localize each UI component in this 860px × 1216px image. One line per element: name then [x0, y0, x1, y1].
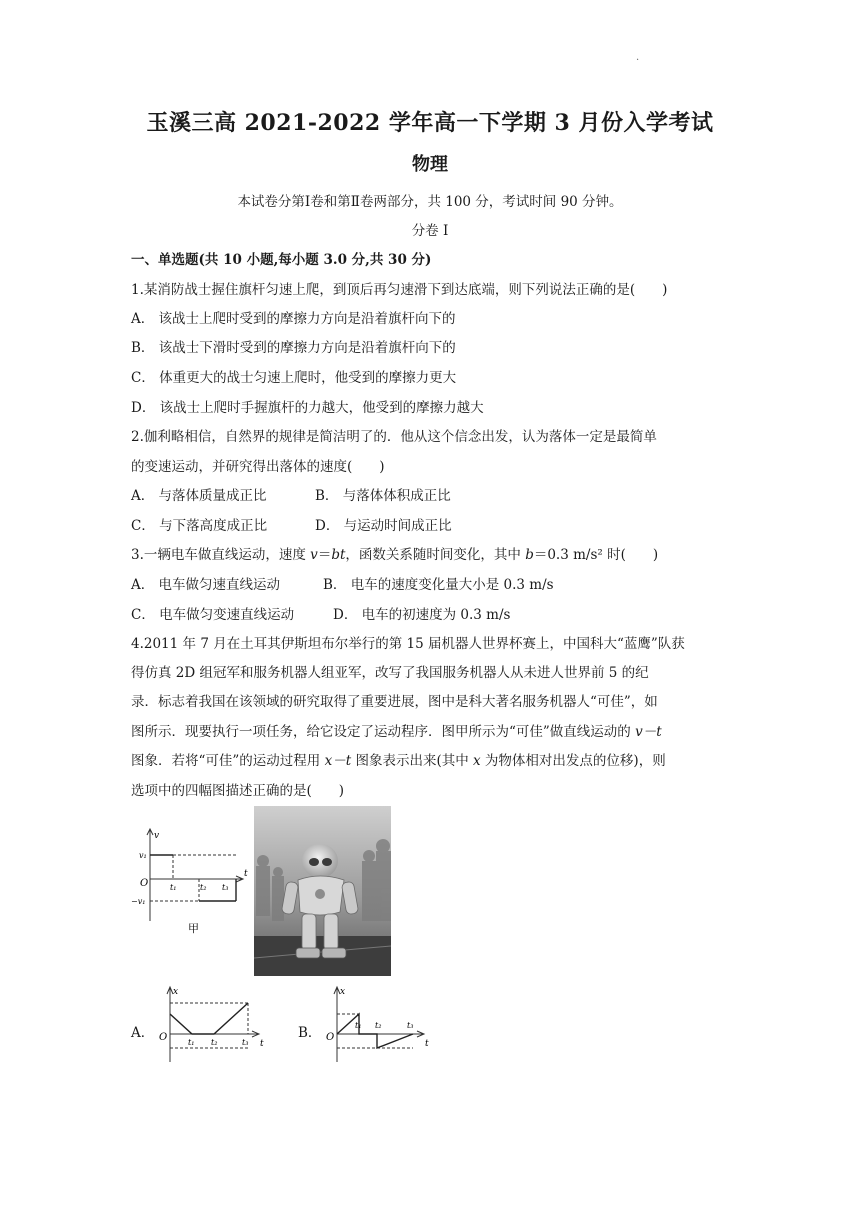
q3-stem — [131, 543, 741, 563]
q4-stem-line4 — [131, 720, 741, 740]
exam-subject: 物理 — [412, 154, 448, 175]
q1-option-a: A． 该战士上爬时受到的摩擦力方向是沿着旗杆向下的 — [131, 311, 456, 327]
q1-stem: 1.某消防战士握住旗杆匀速上爬，到顶后再匀速滑下到达底端，则下列说法正确的是( ) — [131, 282, 668, 298]
exam-title: 玉溪三高 2021-2022 学年高一下学期 3 月份入学考试 — [146, 110, 714, 136]
option-b-t1: t₁ — [355, 1021, 362, 1030]
option-a-t3: t₃ — [242, 1038, 249, 1047]
v1-label: v₁ — [139, 851, 147, 860]
robot-photo — [254, 806, 391, 976]
option-b-t2: t₂ — [375, 1021, 382, 1030]
q2-option-b: B． 与落体体积成正比 — [315, 488, 451, 504]
option-a-t-axis: t — [260, 1039, 264, 1049]
option-b-x-axis: x — [340, 987, 346, 997]
q3-var-bt: bt — [331, 547, 346, 563]
q4-l5-xt: x－t — [324, 753, 352, 769]
corner-mark: . — [636, 52, 640, 63]
q4-l4-text: 图所示．现要执行一项任务，给它设定了运动程序．图甲所示为“可佳”做直线运动的 — [131, 724, 636, 740]
option-b-t-axis: t — [425, 1039, 429, 1049]
q3-stem-c: ＝0.3 m/s² 时( ) — [533, 547, 659, 563]
q4-stem-line6: 选项中的四幅图描述正确的是( ) — [131, 783, 345, 799]
q1-option-d: D． 该战士上爬时手握旗杆的力越大，他受到的摩擦力越大 — [131, 400, 484, 416]
option-b-xt-graph — [323, 984, 435, 1066]
q4-l5-x: x — [473, 753, 481, 769]
t1-label: t₁ — [170, 883, 177, 892]
option-b-origin: O — [326, 1032, 335, 1043]
option-a-origin: O — [159, 1032, 168, 1043]
q4-l5-text-e: 为物体相对出发点的位移)，则 — [480, 753, 666, 769]
q4-stem-line5 — [131, 749, 741, 769]
q2-option-c: C． 与下落高度成正比 — [131, 518, 268, 534]
part-label: 分卷 I — [411, 223, 449, 239]
q1-option-c: C． 体重更大的战士匀速上爬时，他受到的摩擦力更大 — [131, 370, 457, 386]
figure-jia-vt-graph — [128, 826, 252, 938]
option-a-xt-graph — [156, 984, 272, 1066]
q3-eq: ＝ — [317, 547, 332, 563]
exam-info: 本试卷分第Ⅰ卷和第Ⅱ卷两部分，共 100 分，考试时间 90 分钟。 — [237, 194, 623, 210]
t3-label: t₃ — [222, 883, 229, 892]
q4-l4-vt: v－t — [635, 724, 662, 740]
q2-stem-line2: 的变速运动，并研究得出落体的速度( ) — [131, 459, 385, 475]
q3-var-b: b — [525, 547, 534, 563]
q3-option-a: A． 电车做匀速直线运动 — [131, 577, 281, 593]
v-axis-label: v — [154, 831, 160, 841]
t2-label: t₂ — [200, 883, 207, 892]
q3-option-c: C． 电车做匀变速直线运动 — [131, 607, 295, 623]
option-a-t1: t₁ — [188, 1038, 195, 1047]
q4-l5-text-c: 图象表示出来(其中 — [351, 753, 474, 769]
q2-option-a: A． 与落体质量成正比 — [131, 488, 267, 504]
option-b-curve — [337, 1014, 413, 1048]
q4-stem-line1: 4.2011 年 7 月在土耳其伊斯坦布尔举行的第 15 届机器人世界杯赛上，中国科大“蓝鹰”队获 — [131, 636, 685, 652]
q3-option-b: B． 电车的速度变化量大小是 0.3 m/s — [323, 577, 554, 593]
option-a-t2: t₂ — [211, 1038, 218, 1047]
option-b-t3: t₃ — [407, 1021, 414, 1030]
origin-label: O — [140, 878, 149, 889]
neg-v1-label: −v₁ — [131, 897, 146, 906]
option-a-curve — [170, 1003, 248, 1034]
section-heading: 一、单选题(共 10 小题,每小题 3.0 分,共 30 分) — [131, 252, 432, 268]
q2-option-d: D． 与运动时间成正比 — [315, 518, 452, 534]
q3-option-d: D． 电车的初速度为 0.3 m/s — [333, 607, 511, 623]
t-axis-label: t — [244, 869, 248, 879]
q4-l5-text-a: 图象．若将“可佳”的运动过程用 — [131, 753, 325, 769]
q3-stem-a: 3.一辆电车做直线运动，速度 — [131, 547, 311, 563]
figure-caption: 甲 — [188, 922, 199, 935]
q4-stem-line2: 得仿真 2D 组冠军和服务机器人组亚军，改写了我国服务机器人从未进人世界前 5 的纪 — [131, 665, 649, 681]
q4-stem-line3: 录．标志着我国在该领域的研究取得了重要进展，图中是科大著名服务机器人“可佳”，如 — [131, 694, 658, 710]
robot-head — [302, 844, 338, 878]
q3-var-v: v — [310, 547, 318, 563]
option-b-label: B． — [298, 1025, 322, 1041]
option-a-label: A． — [131, 1025, 155, 1041]
q2-stem-line1: 2.伽利略相信，自然界的规律是简洁明了的．他从这个信念出发，认为落体一定是最简单 — [131, 429, 657, 445]
q3-stem-b: ，函数关系随时间变化，其中 — [345, 547, 526, 563]
option-a-x-axis: x — [173, 987, 179, 997]
q1-option-b: B． 该战士下滑时受到的摩擦力方向是沿着旗杆向下的 — [131, 340, 456, 356]
